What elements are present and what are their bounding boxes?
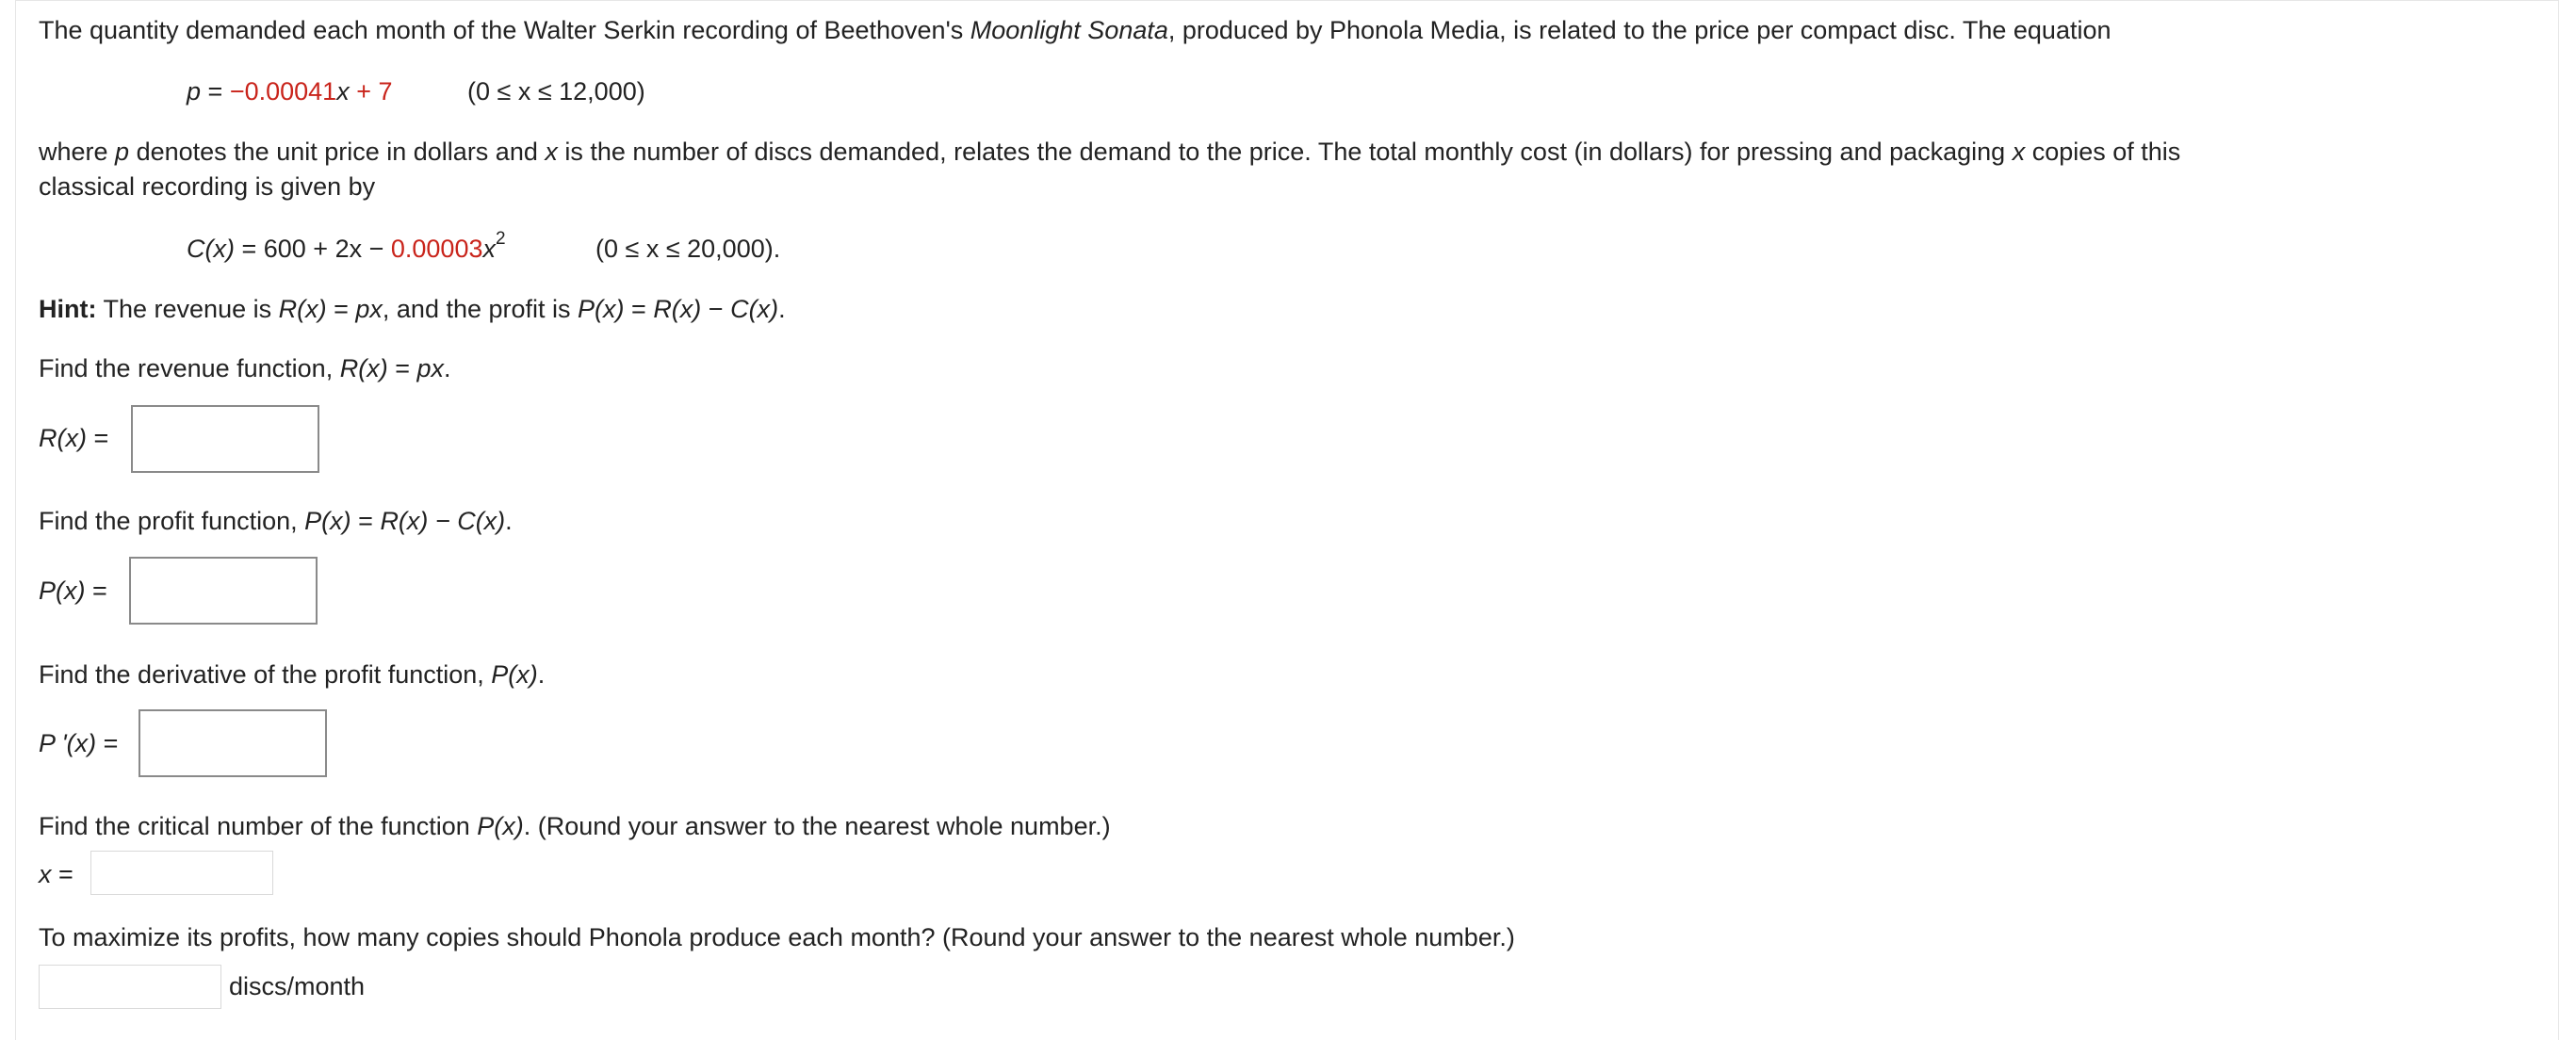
where-text-line1: where p denotes the unit price in dollars and x is the number of discs demanded, relates the demand to the price. The total monthly cost (in dollars) for pressing and packaging x copies of this: [39, 138, 2181, 166]
revenue-input[interactable]: [133, 407, 318, 471]
profit-answer-label: P(x) =: [39, 577, 107, 605]
copies-unit-label: discs/month: [229, 972, 366, 1000]
revenue-answer-label: R(x) =: [39, 424, 109, 452]
recording-title: Moonlight Sonata: [970, 16, 1168, 44]
critical-number-input[interactable]: [91, 852, 272, 894]
cost-coefficient: 0.00003: [390, 235, 483, 263]
question-profit-prompt: Find the profit function, P(x) = R(x) − C(x).: [39, 507, 513, 535]
demand-equation: p = −0.00041x + 7: [187, 77, 393, 106]
derivative-input[interactable]: [140, 711, 325, 775]
question-maximize-prompt: To maximize its profits, how many copies should Phonola produce each month? (Round your answer to the nearest whole number.): [39, 923, 1515, 951]
derivative-answer-label: P '(x) =: [39, 729, 119, 757]
critical-answer-box[interactable]: [90, 851, 273, 895]
question-critical-prompt: Find the critical number of the function P(x). (Round your answer to the nearest whole number.): [39, 812, 1111, 840]
hint-label: Hint:: [39, 295, 97, 323]
cost-domain: (0 ≤ x ≤ 20,000).: [595, 235, 781, 263]
derivative-answer-box[interactable]: [139, 709, 327, 777]
question-revenue-prompt: Find the revenue function, R(x) = px.: [39, 354, 451, 382]
profit-input[interactable]: [131, 559, 316, 623]
demand-coefficient: −0.00041: [229, 77, 337, 106]
revenue-answer-box[interactable]: [131, 405, 319, 473]
where-text-line2: classical recording is given by: [39, 172, 376, 201]
demand-domain: (0 ≤ x ≤ 12,000): [467, 77, 645, 106]
hint: Hint: The revenue is R(x) = px, and the profit is P(x) = R(x) − C(x).: [39, 295, 786, 323]
copies-answer-box[interactable]: [39, 965, 221, 1009]
copies-input[interactable]: [40, 966, 220, 1008]
question-derivative-prompt: Find the derivative of the profit function, P(x).: [39, 660, 546, 689]
profit-answer-box[interactable]: [129, 557, 318, 625]
intro-text: The quantity demanded each month of the Walter Serkin recording of Beethoven's Moonlight Sonata, produced by Phonola Media, is related to the price per compact disc. The equation: [39, 16, 2111, 44]
cost-equation: $C(x) = 600 + 2x - 0.00003x^2$: [187, 229, 506, 263]
critical-answer-label: x =: [39, 860, 73, 888]
